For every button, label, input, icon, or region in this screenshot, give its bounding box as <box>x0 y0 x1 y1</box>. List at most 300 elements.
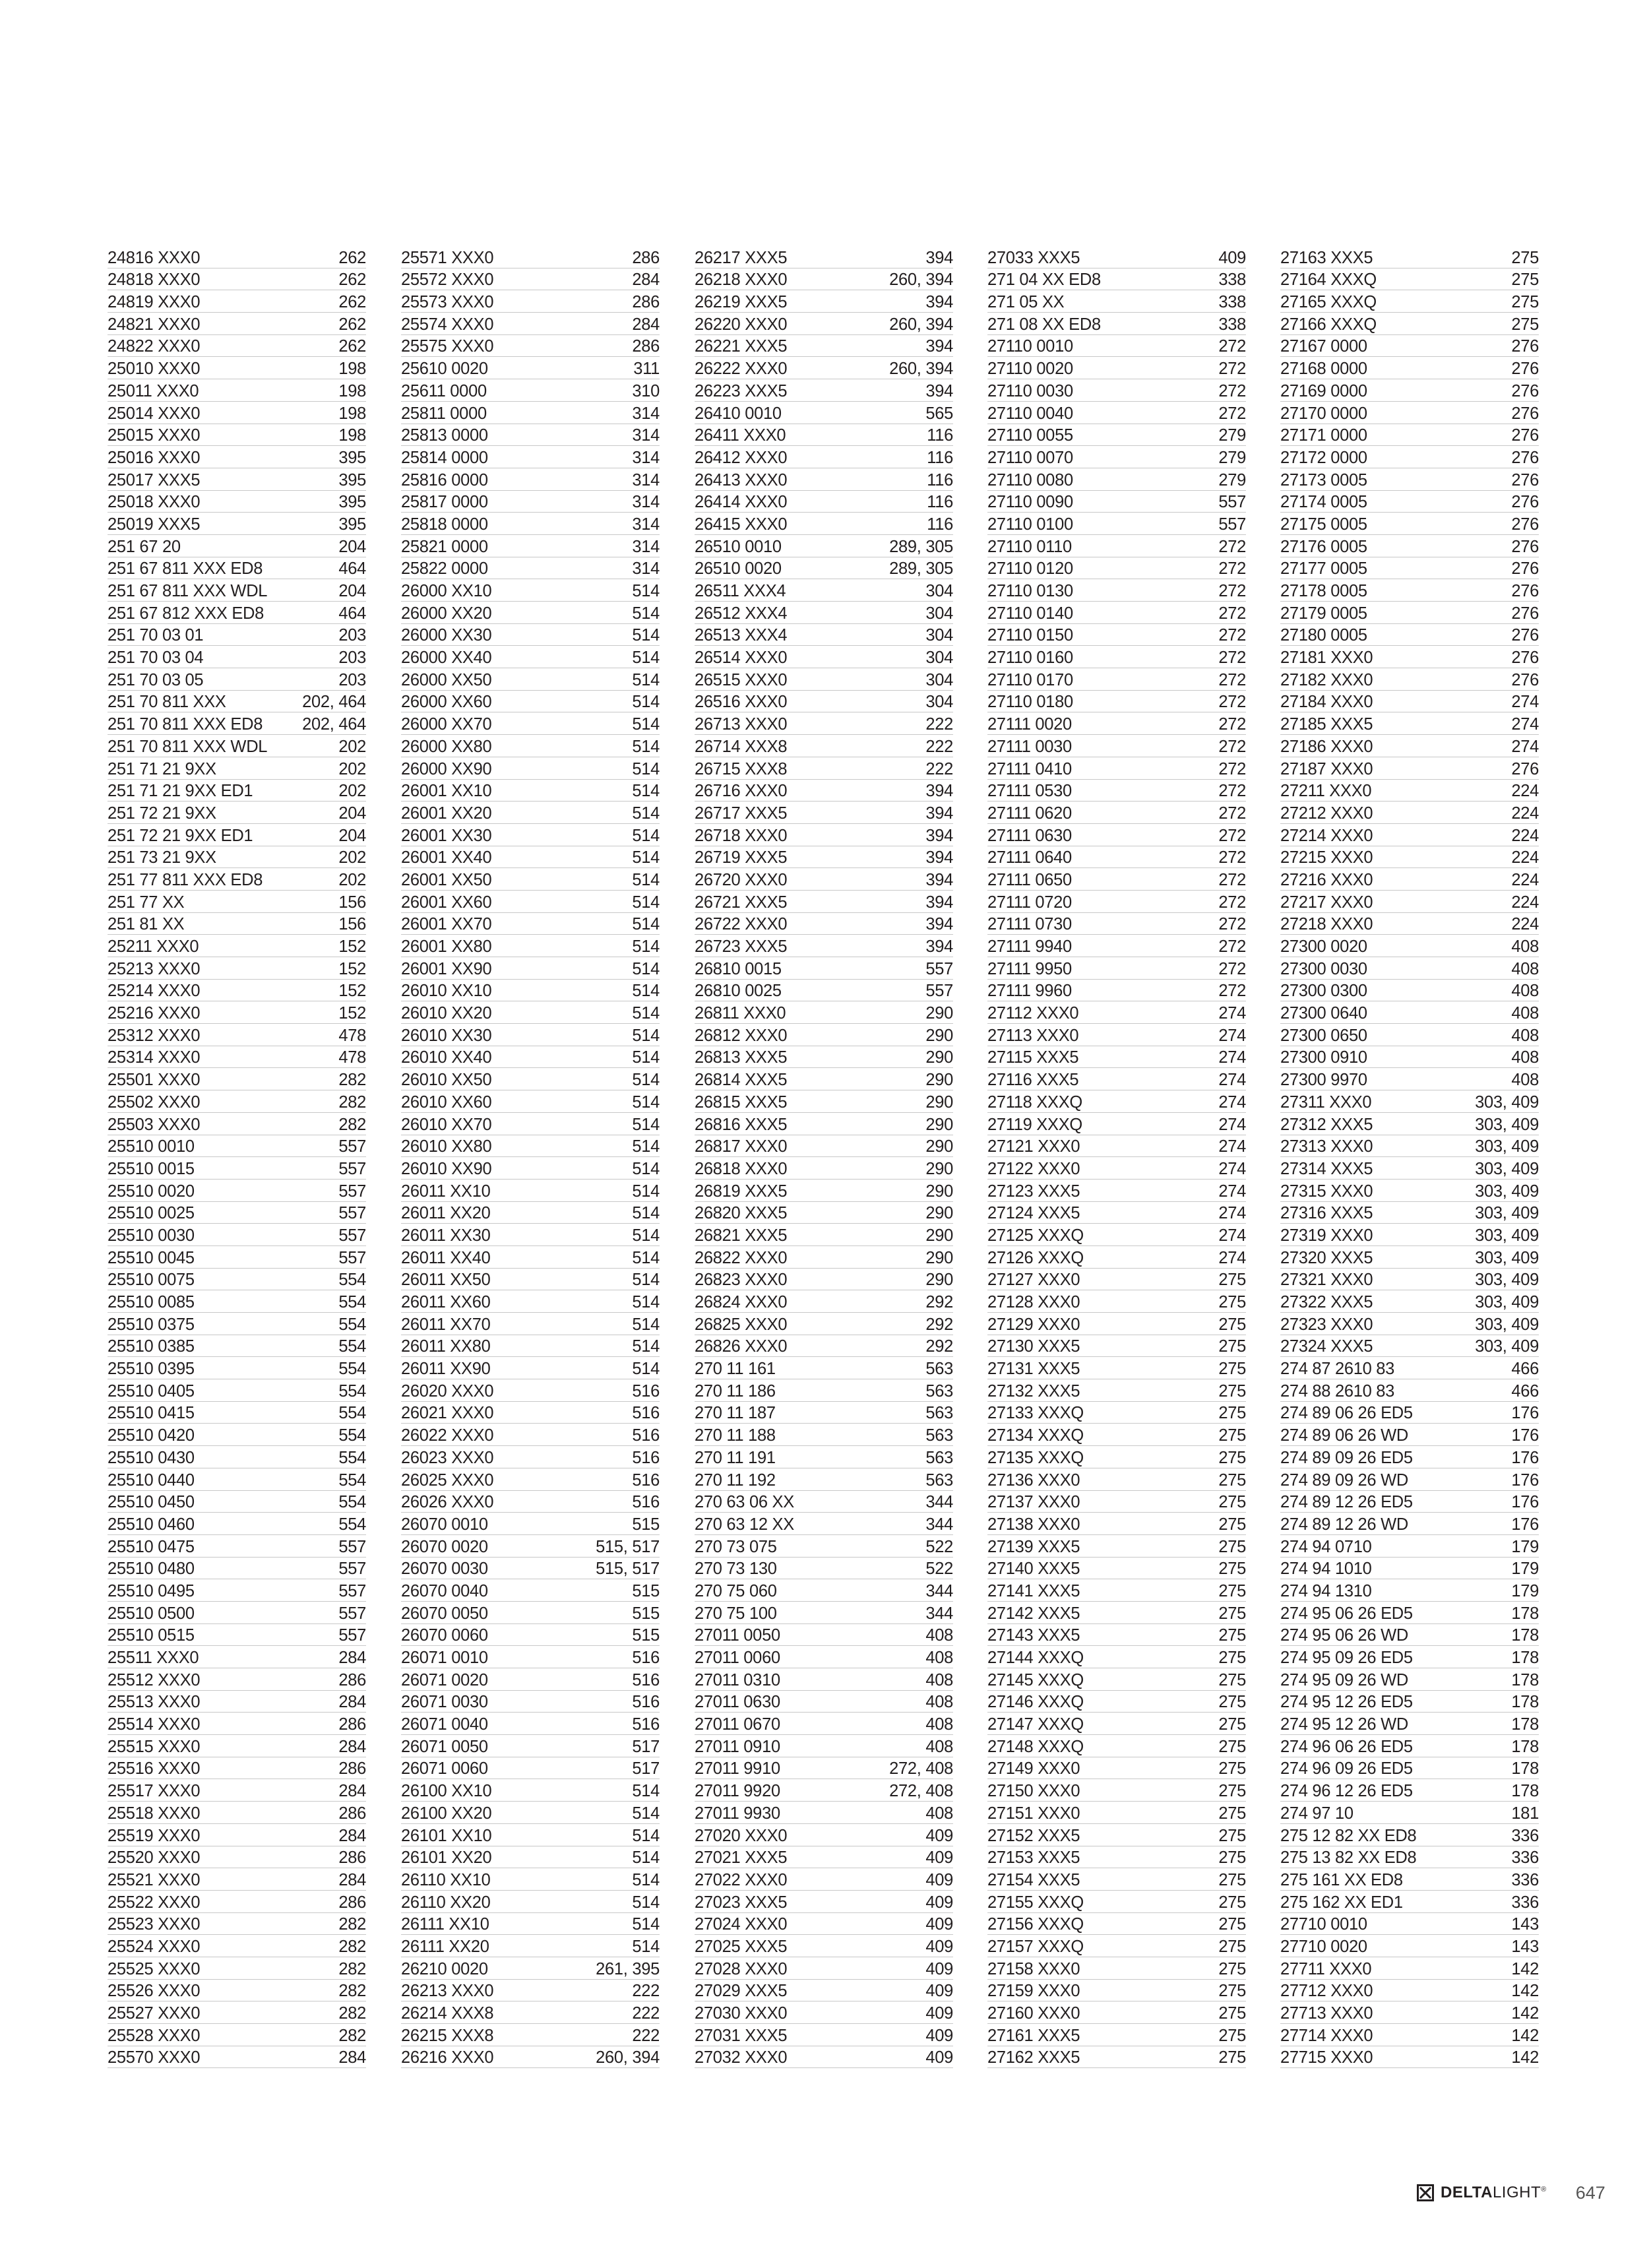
product-code: 27149 XXX0 <box>987 1759 1080 1779</box>
product-code: 25510 0420 <box>108 1426 195 1445</box>
product-code: 27711 XXX0 <box>1280 1959 1372 1978</box>
page-reference: 275 <box>1511 248 1539 267</box>
page-reference: 272 <box>1218 693 1246 712</box>
page-reference: 262 <box>338 248 366 267</box>
index-row <box>401 802 660 824</box>
page-reference: 466 <box>1511 1381 1539 1401</box>
page-reference: 514 <box>632 759 660 778</box>
page-reference: 409 <box>925 1915 953 1934</box>
index-row <box>108 1135 366 1158</box>
product-code: 27126 XXXQ <box>987 1248 1084 1267</box>
product-code: 25510 0515 <box>108 1626 195 1645</box>
product-code: 251 77 XX <box>108 893 185 912</box>
product-code: 24821 XXX0 <box>108 315 201 334</box>
product-code: 27011 0670 <box>695 1715 780 1734</box>
index-row <box>1280 824 1539 846</box>
index-row <box>108 824 366 846</box>
index-row <box>108 313 366 335</box>
index-column-4 <box>987 246 1246 2068</box>
page-reference: 557 <box>338 1204 366 1223</box>
product-code: 25216 XXX0 <box>108 1004 201 1023</box>
index-row <box>401 1602 660 1624</box>
page-reference: 344 <box>925 1493 953 1512</box>
index-row <box>108 1157 366 1180</box>
page-reference: 275 <box>1218 1737 1246 1756</box>
index-row <box>401 2024 660 2046</box>
index-row <box>695 1935 953 1957</box>
page-reference: 272 <box>1218 715 1246 734</box>
index-row <box>987 1558 1246 1580</box>
index-row <box>108 535 366 557</box>
product-code: 27011 0630 <box>695 1693 780 1712</box>
page-reference: 275 <box>1218 1626 1246 1645</box>
product-code: 25510 0375 <box>108 1315 195 1334</box>
index-row <box>108 246 366 268</box>
page-reference: 260, 394 <box>889 270 953 290</box>
page-reference: 394 <box>925 803 953 823</box>
index-row <box>401 1379 660 1402</box>
product-code: 25521 XXX0 <box>108 1870 201 1889</box>
page-reference: 178 <box>1511 1782 1539 1801</box>
index-row <box>401 1246 660 1269</box>
page-reference: 514 <box>632 1004 660 1023</box>
page-reference: 274 <box>1511 737 1539 756</box>
page-reference: 303, 409 <box>1475 1226 1539 1245</box>
product-code: 27165 XXXQ <box>1280 293 1377 312</box>
product-code: 27113 XXX0 <box>987 1026 1079 1045</box>
index-row <box>108 1579 366 1602</box>
page-reference: 516 <box>632 1670 660 1689</box>
index-row <box>1280 246 1539 268</box>
index-row <box>695 1824 953 1846</box>
page-reference: 275 <box>1511 270 1539 290</box>
page-reference: 275 <box>1218 1759 1246 1779</box>
index-row <box>1280 313 1539 335</box>
product-code: 26010 XX90 <box>401 1159 492 1178</box>
index-row <box>1280 335 1539 358</box>
index-row <box>401 1757 660 1780</box>
index-row <box>987 268 1246 291</box>
index-row <box>1280 757 1539 780</box>
page-reference: 224 <box>1511 826 1539 845</box>
index-row <box>401 1624 660 1647</box>
page-reference: 202, 464 <box>302 693 366 712</box>
index-row <box>108 579 366 602</box>
page-reference: 142 <box>1511 1982 1539 2001</box>
page-reference: 303, 409 <box>1475 1092 1539 1112</box>
product-code: 275 13 82 XX ED8 <box>1280 1848 1417 1868</box>
index-row <box>108 712 366 735</box>
product-code: 27111 9950 <box>987 959 1072 978</box>
index-row <box>695 379 953 402</box>
index-row <box>987 579 1246 602</box>
product-code: 26210 0020 <box>401 1959 488 1978</box>
page-reference: 408 <box>925 1715 953 1734</box>
index-row <box>695 1290 953 1313</box>
product-code: 25816 0000 <box>401 470 488 489</box>
product-code: 27128 XXX0 <box>987 1293 1080 1311</box>
page-reference: 178 <box>1511 1737 1539 1756</box>
product-code: 251 70 811 XXX ED8 <box>108 715 263 734</box>
page-reference: 279 <box>1218 426 1246 445</box>
product-code: 27150 XXX0 <box>987 1782 1080 1801</box>
page-reference: 272 <box>1218 360 1246 379</box>
index-row <box>401 1446 660 1468</box>
product-code: 26071 0020 <box>401 1670 488 1689</box>
page-reference: 394 <box>925 826 953 845</box>
index-row <box>695 1157 953 1180</box>
brand-name <box>1441 2184 1547 2202</box>
product-code: 27110 0040 <box>987 404 1073 423</box>
page-footer <box>1417 2180 1615 2206</box>
product-code: 26101 XX10 <box>401 1826 492 1845</box>
index-row <box>695 535 953 557</box>
product-code: 274 95 06 26 WD <box>1280 1626 1408 1645</box>
index-row <box>401 2046 660 2069</box>
page-reference: 224 <box>1511 893 1539 912</box>
product-code: 27154 XXX5 <box>987 1870 1080 1889</box>
index-row <box>1280 446 1539 468</box>
product-code: 251 67 811 XXX ED8 <box>108 559 263 579</box>
product-code: 26217 XXX5 <box>695 248 788 267</box>
product-code: 25510 0440 <box>108 1470 195 1490</box>
product-code: 27111 0630 <box>987 826 1072 845</box>
page-reference: 204 <box>338 826 366 845</box>
page-reference: 286 <box>338 1848 366 1868</box>
product-code: 251 72 21 9XX ED1 <box>108 826 253 845</box>
index-row <box>1280 1779 1539 1802</box>
index-row <box>401 1491 660 1513</box>
page-reference: 554 <box>338 1448 366 1467</box>
index-row <box>108 1290 366 1313</box>
product-code: 270 75 100 <box>695 1604 777 1623</box>
page-reference: 272 <box>1218 648 1246 668</box>
page-reference: 276 <box>1511 493 1539 512</box>
index-row <box>695 1135 953 1158</box>
product-code: 27321 XXX0 <box>1280 1271 1373 1290</box>
page-reference: 514 <box>632 893 660 912</box>
page-reference: 514 <box>632 737 660 756</box>
page-reference: 517 <box>632 1759 660 1779</box>
page-reference: 515, 517 <box>596 1559 660 1579</box>
page-reference: 557 <box>338 1137 366 1156</box>
page-reference: 290 <box>925 1271 953 1290</box>
product-code: 25510 0395 <box>108 1360 195 1379</box>
index-row <box>695 1713 953 1735</box>
product-code: 274 96 12 26 ED5 <box>1280 1782 1413 1801</box>
product-code: 27179 0005 <box>1280 604 1367 623</box>
page-reference: 272 <box>1218 670 1246 689</box>
page-reference: 290 <box>925 1181 953 1201</box>
index-row <box>401 1113 660 1135</box>
page-reference: 275 <box>1218 1581 1246 1600</box>
product-code: 251 70 811 XXX WDL <box>108 737 268 756</box>
index-row <box>987 313 1246 335</box>
product-code: 26410 0010 <box>695 404 782 423</box>
index-row <box>401 1779 660 1802</box>
index-row <box>695 1113 953 1135</box>
page-reference: 310 <box>632 381 660 400</box>
product-code: 27033 XXX5 <box>987 248 1080 267</box>
page-reference: 178 <box>1511 1759 1539 1779</box>
page-reference: 274 <box>1218 1181 1246 1201</box>
page-reference: 176 <box>1511 1448 1539 1467</box>
page-reference: 116 <box>927 426 953 445</box>
product-code: 27187 XXX0 <box>1280 759 1373 778</box>
index-row <box>695 446 953 468</box>
index-row <box>1280 1446 1539 1468</box>
product-code: 251 67 811 XXX WDL <box>108 582 268 600</box>
index-row <box>695 824 953 846</box>
product-code: 27215 XXX0 <box>1280 848 1373 867</box>
page-reference: 290 <box>925 1048 953 1067</box>
index-row <box>1280 2001 1539 2024</box>
index-row <box>695 757 953 780</box>
product-code: 26810 0025 <box>695 982 782 1001</box>
index-row <box>108 1269 366 1291</box>
product-code: 27217 XXX0 <box>1280 893 1373 912</box>
product-code: 26516 XXX0 <box>695 693 788 712</box>
product-code: 26715 XXX8 <box>695 759 788 778</box>
page-reference: 152 <box>338 982 366 1001</box>
page-reference: 408 <box>1511 959 1539 978</box>
index-row <box>108 624 366 646</box>
index-row <box>401 246 660 268</box>
index-row <box>987 1735 1246 1757</box>
page-reference: 409 <box>925 1893 953 1912</box>
page-reference: 275 <box>1218 2004 1246 2023</box>
page-reference: 314 <box>632 404 660 423</box>
index-row <box>108 1068 366 1090</box>
index-row <box>987 1001 1246 1024</box>
index-row <box>987 824 1246 846</box>
product-code: 26071 0010 <box>401 1649 488 1667</box>
page-reference: 478 <box>338 1048 366 1067</box>
page-reference: 289, 305 <box>889 559 953 579</box>
product-code: 251 72 21 9XX <box>108 803 216 823</box>
page-reference: 286 <box>338 1804 366 1823</box>
page-reference: 290 <box>925 1226 953 1245</box>
product-code: 274 94 0710 <box>1280 1537 1372 1556</box>
index-row <box>108 735 366 757</box>
page-reference: 286 <box>338 1893 366 1912</box>
index-row <box>987 913 1246 935</box>
product-code: 27110 0160 <box>987 648 1073 668</box>
page-reference: 272, 408 <box>889 1782 953 1801</box>
product-code: 26071 0030 <box>401 1693 488 1712</box>
index-row <box>1280 1891 1539 1913</box>
page-reference: 275 <box>1218 1604 1246 1623</box>
index-row <box>108 1180 366 1202</box>
index-row <box>108 379 366 402</box>
product-code: 26070 0060 <box>401 1626 488 1645</box>
product-code: 274 89 12 26 ED5 <box>1280 1493 1413 1512</box>
page-reference: 142 <box>1511 2004 1539 2023</box>
index-row <box>695 802 953 824</box>
page-reference: 276 <box>1511 426 1539 445</box>
product-code: 251 70 811 XXX <box>108 693 226 712</box>
product-code: 25817 0000 <box>401 493 488 512</box>
product-code: 25017 XXX5 <box>108 470 201 489</box>
page-reference: 275 <box>1218 1293 1246 1311</box>
page-reference: 395 <box>338 448 366 467</box>
product-code: 27218 XXX0 <box>1280 915 1373 934</box>
index-row <box>401 735 660 757</box>
product-code: 25517 XXX0 <box>108 1782 201 1801</box>
page-reference: 176 <box>1511 1426 1539 1445</box>
index-row <box>108 1757 366 1780</box>
page-reference: 514 <box>632 1870 660 1889</box>
index-row <box>1280 1313 1539 1335</box>
index-row <box>1280 468 1539 491</box>
product-code: 27111 0720 <box>987 893 1072 912</box>
index-row <box>108 1668 366 1691</box>
page-reference: 408 <box>1511 1026 1539 1045</box>
index-row <box>987 780 1246 802</box>
product-code: 27137 XXX0 <box>987 1493 1080 1512</box>
index-row <box>108 557 366 580</box>
product-code: 25510 0025 <box>108 1204 195 1223</box>
product-code: 27710 0020 <box>1280 1937 1367 1956</box>
product-code: 26812 XXX0 <box>695 1026 788 1045</box>
index-row <box>108 1646 366 1668</box>
product-code: 274 89 09 26 ED5 <box>1280 1448 1413 1467</box>
index-row <box>1280 1491 1539 1513</box>
page-reference: 282 <box>338 1915 366 1934</box>
page-reference: 516 <box>632 1448 660 1467</box>
product-code: 25524 XXX0 <box>108 1937 201 1956</box>
page-reference: 224 <box>1511 848 1539 867</box>
product-code: 27111 9940 <box>987 937 1072 956</box>
product-code: 26071 0060 <box>401 1759 488 1779</box>
page-reference: 276 <box>1511 360 1539 379</box>
product-code: 27110 0140 <box>987 604 1073 623</box>
index-row <box>401 712 660 735</box>
index-row <box>695 513 953 535</box>
product-code: 25510 0475 <box>108 1537 195 1556</box>
index-row <box>987 446 1246 468</box>
page-reference: 198 <box>338 426 366 445</box>
index-row <box>108 646 366 668</box>
index-row <box>401 913 660 935</box>
product-code: 274 88 2610 83 <box>1280 1381 1395 1401</box>
index-row <box>987 557 1246 580</box>
page-reference: 203 <box>338 670 366 689</box>
index-row <box>401 935 660 957</box>
page-reference: 276 <box>1511 470 1539 489</box>
product-code: 27166 XXXQ <box>1280 315 1377 334</box>
page-reference: 262 <box>338 270 366 290</box>
product-code: 26023 XXX0 <box>401 1448 494 1467</box>
page-reference: 262 <box>338 293 366 312</box>
index-column-2 <box>401 246 660 2068</box>
index-row <box>987 335 1246 358</box>
product-code: 27153 XXX5 <box>987 1848 1080 1868</box>
product-code: 26825 XXX0 <box>695 1315 788 1334</box>
page-reference: 408 <box>925 1626 953 1645</box>
page-reference: 557 <box>338 1626 366 1645</box>
index-row <box>987 1113 1246 1135</box>
index-row <box>695 1068 953 1090</box>
page-reference: 408 <box>1511 1048 1539 1067</box>
index-row <box>108 1202 366 1224</box>
product-code: 274 97 10 <box>1280 1804 1353 1823</box>
product-code: 27022 XXX0 <box>695 1870 788 1889</box>
product-code: 26011 XX20 <box>401 1204 491 1223</box>
product-code: 26011 XX10 <box>401 1181 491 1201</box>
page-reference: 290 <box>925 1026 953 1045</box>
index-row <box>1280 402 1539 424</box>
page-reference: 565 <box>925 404 953 423</box>
page-reference: 272 <box>1218 626 1246 645</box>
page-reference: 408 <box>1511 1071 1539 1090</box>
page-reference: 515 <box>632 1626 660 1645</box>
product-code: 27182 XXX0 <box>1280 670 1373 689</box>
page-reference: 224 <box>1511 915 1539 934</box>
product-code: 26011 XX40 <box>401 1248 491 1267</box>
product-code: 25814 0000 <box>401 448 488 467</box>
page-reference: 178 <box>1511 1604 1539 1623</box>
index-row <box>401 1068 660 1090</box>
page-reference: 563 <box>925 1360 953 1379</box>
index-row <box>987 757 1246 780</box>
page-reference: 554 <box>338 1515 366 1534</box>
page-reference: 303, 409 <box>1475 1293 1539 1311</box>
product-code: 27111 0640 <box>987 848 1072 867</box>
product-code: 251 70 03 05 <box>108 670 204 689</box>
product-code: 27143 XXX5 <box>987 1626 1080 1645</box>
product-code: 26811 XXX0 <box>695 1004 786 1023</box>
index-row <box>987 624 1246 646</box>
index-row <box>695 1202 953 1224</box>
page-reference: 303, 409 <box>1475 1337 1539 1356</box>
brand-bold: DELTA <box>1441 2184 1493 2201</box>
page-reference: 282 <box>338 1937 366 1956</box>
product-code: 27148 XXXQ <box>987 1737 1084 1756</box>
index-row <box>108 268 366 291</box>
index-row <box>401 1980 660 2002</box>
page-reference: 290 <box>925 1137 953 1156</box>
index-row <box>108 1980 366 2002</box>
index-row <box>695 913 953 935</box>
index-row <box>401 1957 660 1980</box>
page-reference: 272 <box>1218 559 1246 579</box>
index-row <box>1280 1957 1539 1980</box>
index-row <box>108 1558 366 1580</box>
index-row <box>401 1357 660 1379</box>
page-reference: 272 <box>1218 937 1246 956</box>
product-code: 26100 XX10 <box>401 1782 492 1801</box>
page-reference: 304 <box>925 670 953 689</box>
index-row <box>108 1535 366 1558</box>
index-row <box>1280 1290 1539 1313</box>
product-code: 25516 XXX0 <box>108 1759 201 1779</box>
product-code: 26824 XXX0 <box>695 1293 788 1311</box>
index-row <box>695 1957 953 1980</box>
index-row <box>1280 1068 1539 1090</box>
index-row <box>401 1691 660 1713</box>
page-reference: 198 <box>338 381 366 400</box>
index-row <box>401 1558 660 1580</box>
page-reference: 408 <box>925 1670 953 1689</box>
page-reference: 344 <box>925 1515 953 1534</box>
index-row <box>401 1735 660 1757</box>
page-reference: 554 <box>338 1315 366 1334</box>
page-reference: 275 <box>1218 1649 1246 1667</box>
page-reference: 276 <box>1511 648 1539 668</box>
index-row <box>987 1379 1246 1402</box>
page-reference: 514 <box>632 1048 660 1067</box>
